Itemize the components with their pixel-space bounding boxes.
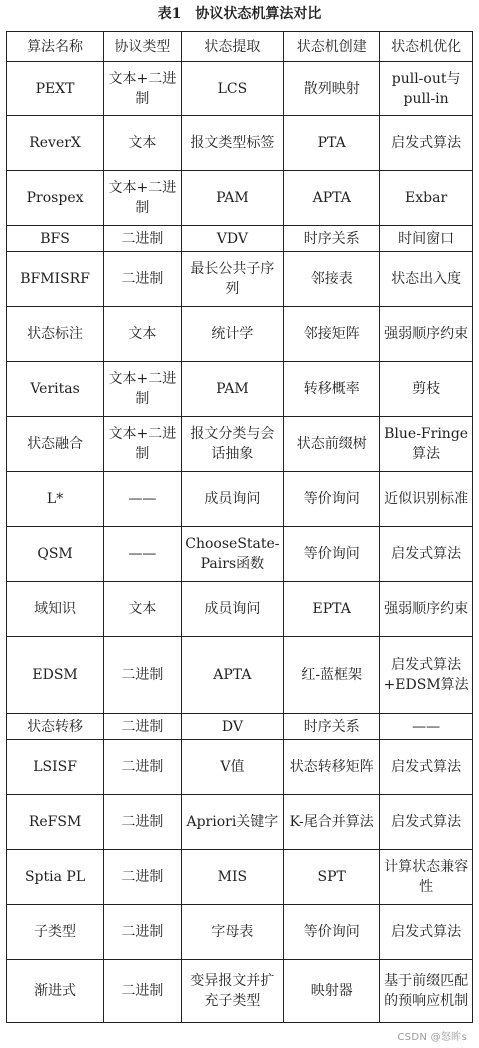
table-row [7, 850, 473, 905]
table-cell: APTA [181, 637, 284, 714]
table-cell: 二进制 [104, 740, 181, 795]
table-cell: 启发式算法 [380, 527, 473, 582]
table-cell: 启发式算法 [380, 116, 473, 171]
header-cell: 算法名称 [7, 32, 104, 62]
table-row [7, 714, 473, 740]
algorithm-name-cell: 状态融合 [7, 417, 104, 472]
table-cell: 启发式算法 [380, 795, 473, 850]
algorithm-name-cell: Prospex [7, 171, 104, 226]
table-cell: 文本 [104, 582, 181, 637]
table-row [7, 960, 473, 1023]
table-cell: 变异报文并扩充子类型 [181, 960, 284, 1023]
table-cell: 文本+二进制 [104, 362, 181, 417]
algorithm-name-cell: 状态标注 [7, 307, 104, 362]
table-cell: Exbar [380, 171, 473, 226]
header-cell: 状态机创建 [284, 32, 380, 62]
table-cell: —— [380, 714, 473, 740]
table-cell: 二进制 [104, 850, 181, 905]
table-cell: 成员询问 [181, 582, 284, 637]
table-row [7, 116, 473, 171]
table-body [7, 62, 473, 1023]
table-cell: MIS [181, 850, 284, 905]
table-cell: 二进制 [104, 795, 181, 850]
table-cell: PAM [181, 362, 284, 417]
table-cell: 二进制 [104, 714, 181, 740]
table-cell: 邻接矩阵 [284, 307, 380, 362]
algorithm-name-cell: 状态转移 [7, 714, 104, 740]
algorithm-name-cell: ReverX [7, 116, 104, 171]
table-cell: 文本 [104, 307, 181, 362]
table-cell: 时序关系 [284, 714, 380, 740]
table-cell: 二进制 [104, 960, 181, 1023]
table-row [7, 362, 473, 417]
table-cell: DV [181, 714, 284, 740]
table-row [7, 795, 473, 850]
header-cell: 状态机优化 [380, 32, 473, 62]
table-caption: 表1 协议状态机算法对比 [157, 6, 322, 22]
table-cell: 二进制 [104, 252, 181, 307]
table-cell: Blue-Fringe算法 [380, 417, 473, 472]
table-row [7, 62, 473, 116]
algorithm-name-cell: BFMISRF [7, 252, 104, 307]
algorithm-name-cell: BFS [7, 226, 104, 252]
table-row [7, 637, 473, 714]
table-cell: 时序关系 [284, 226, 380, 252]
table-cell: 文本 [104, 116, 181, 171]
table-cell: 时间窗口 [380, 226, 473, 252]
table-cell: 计算状态兼容性 [380, 850, 473, 905]
header-cell: 状态提取 [181, 32, 284, 62]
table-cell: 启发式算法 [380, 740, 473, 795]
table-cell: 二进制 [104, 637, 181, 714]
table-row [7, 582, 473, 637]
table-cell: 状态转移矩阵 [284, 740, 380, 795]
table-row [7, 307, 473, 362]
table-cell: Apriori关键字 [181, 795, 284, 850]
table-cell: —— [104, 527, 181, 582]
algorithm-name-cell: QSM [7, 527, 104, 582]
table-cell: 启发式算法+EDSM算法 [380, 637, 473, 714]
table-cell: 报文分类与会话抽象 [181, 417, 284, 472]
table-cell: SPT [284, 850, 380, 905]
table-cell: VDV [181, 226, 284, 252]
table-row [7, 171, 473, 226]
table-cell: 强弱顺序约束 [380, 582, 473, 637]
table-cell: 红-蓝框架 [284, 637, 380, 714]
table-cell: 剪枝 [380, 362, 473, 417]
table-row [7, 527, 473, 582]
algorithm-name-cell: Sptia PL [7, 850, 104, 905]
table-cell: 散列映射 [284, 62, 380, 116]
algorithm-name-cell: PEXT [7, 62, 104, 116]
algorithm-name-cell: Veritas [7, 362, 104, 417]
table-row [7, 252, 473, 307]
table-cell: 统计学 [181, 307, 284, 362]
table-cell: 成员询问 [181, 472, 284, 527]
table-cell: PAM [181, 171, 284, 226]
watermark: CSDN @怒眸s [397, 1032, 467, 1043]
table-cell: 近似识别标准 [380, 472, 473, 527]
table-cell: 映射器 [284, 960, 380, 1023]
table-cell: 等价询问 [284, 527, 380, 582]
table-cell: V值 [181, 740, 284, 795]
table-cell: 等价询问 [284, 905, 380, 960]
table-cell: 启发式算法 [380, 905, 473, 960]
table-row [7, 472, 473, 527]
table-row [7, 905, 473, 960]
table-row [7, 740, 473, 795]
table-cell: 二进制 [104, 905, 181, 960]
table-cell: ChooseState-Pairs函数 [181, 527, 284, 582]
table-cell: 基于前缀匹配的预响应机制 [380, 960, 473, 1023]
table-cell: pull-out与pull-in [380, 62, 473, 116]
algorithm-name-cell: LSISF [7, 740, 104, 795]
table-cell: 转移概率 [284, 362, 380, 417]
algorithm-name-cell: L* [7, 472, 104, 527]
table-cell: —— [104, 472, 181, 527]
table-cell: 强弱顺序约束 [380, 307, 473, 362]
table-cell: 邻接表 [284, 252, 380, 307]
table-cell: K-尾合并算法 [284, 795, 380, 850]
table-row [7, 226, 473, 252]
table-cell: 状态前缀树 [284, 417, 380, 472]
table-cell: PTA [284, 116, 380, 171]
header-row [7, 32, 473, 62]
table-cell: EPTA [284, 582, 380, 637]
header-cell: 协议类型 [104, 32, 181, 62]
algorithm-name-cell: 渐进式 [7, 960, 104, 1023]
table-cell: 文本+二进制 [104, 171, 181, 226]
algorithm-name-cell: 域知识 [7, 582, 104, 637]
algorithm-name-cell: 子类型 [7, 905, 104, 960]
algorithm-name-cell: EDSM [7, 637, 104, 714]
table-row [7, 417, 473, 472]
table-cell: 文本+二进制 [104, 417, 181, 472]
comparison-table [6, 31, 473, 1023]
table-cell: 字母表 [181, 905, 284, 960]
table-cell: APTA [284, 171, 380, 226]
table-cell: 报文类型标签 [181, 116, 284, 171]
table-cell: 等价询问 [284, 472, 380, 527]
table-cell: 二进制 [104, 226, 181, 252]
algorithm-name-cell: ReFSM [7, 795, 104, 850]
table-cell: LCS [181, 62, 284, 116]
table-cell: 最长公共子序列 [181, 252, 284, 307]
table-cell: 状态出入度 [380, 252, 473, 307]
table-cell: 文本+二进制 [104, 62, 181, 116]
